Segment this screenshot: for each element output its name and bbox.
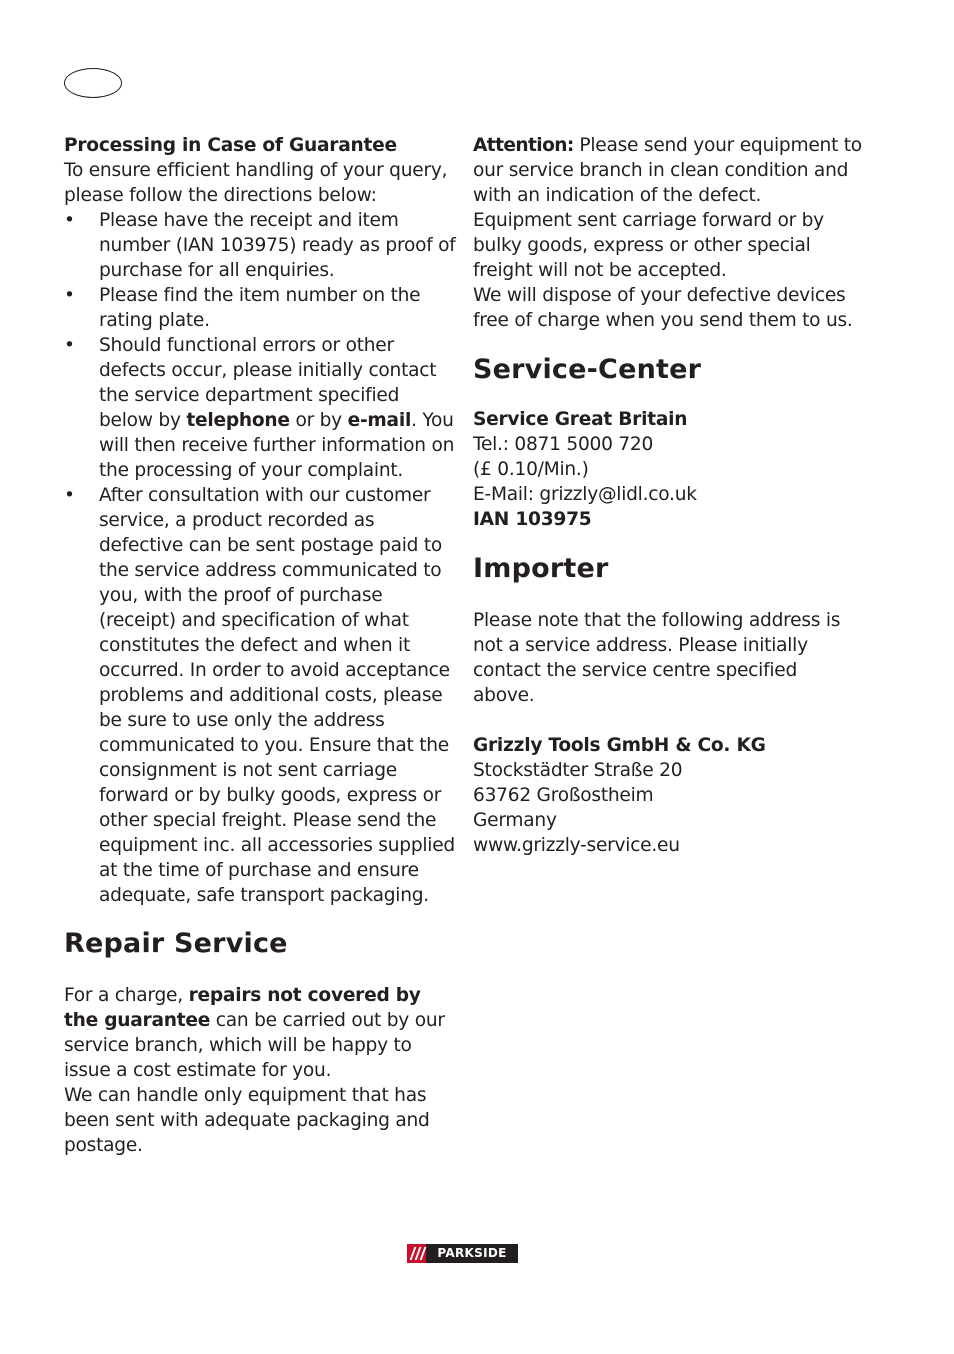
list-item-text: or by [289,410,348,431]
attention-text: Please send your equipment to our service branch in clean condition and with an indication of the defect. [473,135,862,206]
importer-company: Grizzly Tools GmbH & Co. KG [473,735,766,756]
importer-website: www.grizzly-service.eu [473,835,680,856]
repair-text: For a charge, [64,985,189,1006]
processing-heading: Processing in Case of Guarantee [64,135,397,156]
list-item [64,333,456,483]
list-item-text: Should functional errors or other defects occur, please initially contact the service department specified below by [99,335,437,431]
list-item-text: Please have the receipt and item number (IAN 103975) ready as proof of purchase for all enquiries. [99,210,456,281]
repair-paragraph [64,983,456,1083]
email-emphasis: e-mail [347,410,412,431]
importer-street: Stockstädter Straße 20 [473,760,683,781]
list-item-text: . You will then receive further information on the processing of your complaint. [99,410,455,481]
repair-emphasis: repairs not covered by the guarantee [64,985,421,1031]
importer-country: Germany [473,810,557,831]
spacer [473,708,863,733]
parkside-logo [407,1244,518,1263]
attention-paragraph-2: Equipment sent carriage forward or by bulky goods, express or other special freight will not be accepted. [473,210,824,281]
list-item-text: Please find the item number on the rating plate. [99,285,421,331]
repair-text: can be carried out by our service branch, which will be happy to issue a cost estimate for you. [64,1010,445,1081]
processing-intro: To ensure efficient handling of your query, please follow the directions below: [64,160,448,206]
service-subheading: Service Great Britain [473,409,688,430]
right-column [473,133,863,858]
attention-paragraph [473,133,863,208]
service-rate: (£ 0.10/Min.) [473,459,589,480]
service-email: E-Mail: grizzly@lidl.co.uk [473,484,697,505]
importer-note: Please note that the following address is not a service address. Please initially contact the service centre specified above. [473,610,841,706]
list-item-text: After consultation with our customer service, a product recorded as defective can be sent postage paid to the service address communicated to you, with the proof of purchase (receipt) and specification of what constitutes the defect and when it occurred. In order to avoid acceptance problems and additional costs, please be sure to use only the address communicated to you. Ensure that the consignment is not sent carriage forward or by bulky goods, express or other special freight. Please send the equipment inc. all accessories supplied at the time of purchase and ensure adequate, safe transport packaging. [99,485,455,906]
importer-heading: Importer [473,553,609,584]
left-column [64,133,456,1158]
processing-list [64,208,456,908]
language-badge [64,68,122,98]
logo-stripes-icon [410,1244,426,1263]
logo-text: PARKSIDE [426,1244,518,1263]
attention-label: Attention: [473,135,574,156]
telephone-emphasis: telephone [186,410,290,431]
service-tel: Tel.: 0871 5000 720 [473,434,654,455]
service-ian: IAN 103975 [473,509,592,530]
list-item [64,208,456,283]
service-center-heading: Service-Center [473,354,702,385]
repair-service-heading: Repair Service [64,928,288,959]
importer-city: 63762 Großostheim [473,785,654,806]
repair-paragraph-2: We can handle only equipment that has been sent with adequate packaging and postage. [64,1085,430,1156]
list-item [64,483,456,908]
attention-paragraph-3: We will dispose of your defective devices free of charge when you send them to us. [473,285,853,331]
list-item [64,283,456,333]
